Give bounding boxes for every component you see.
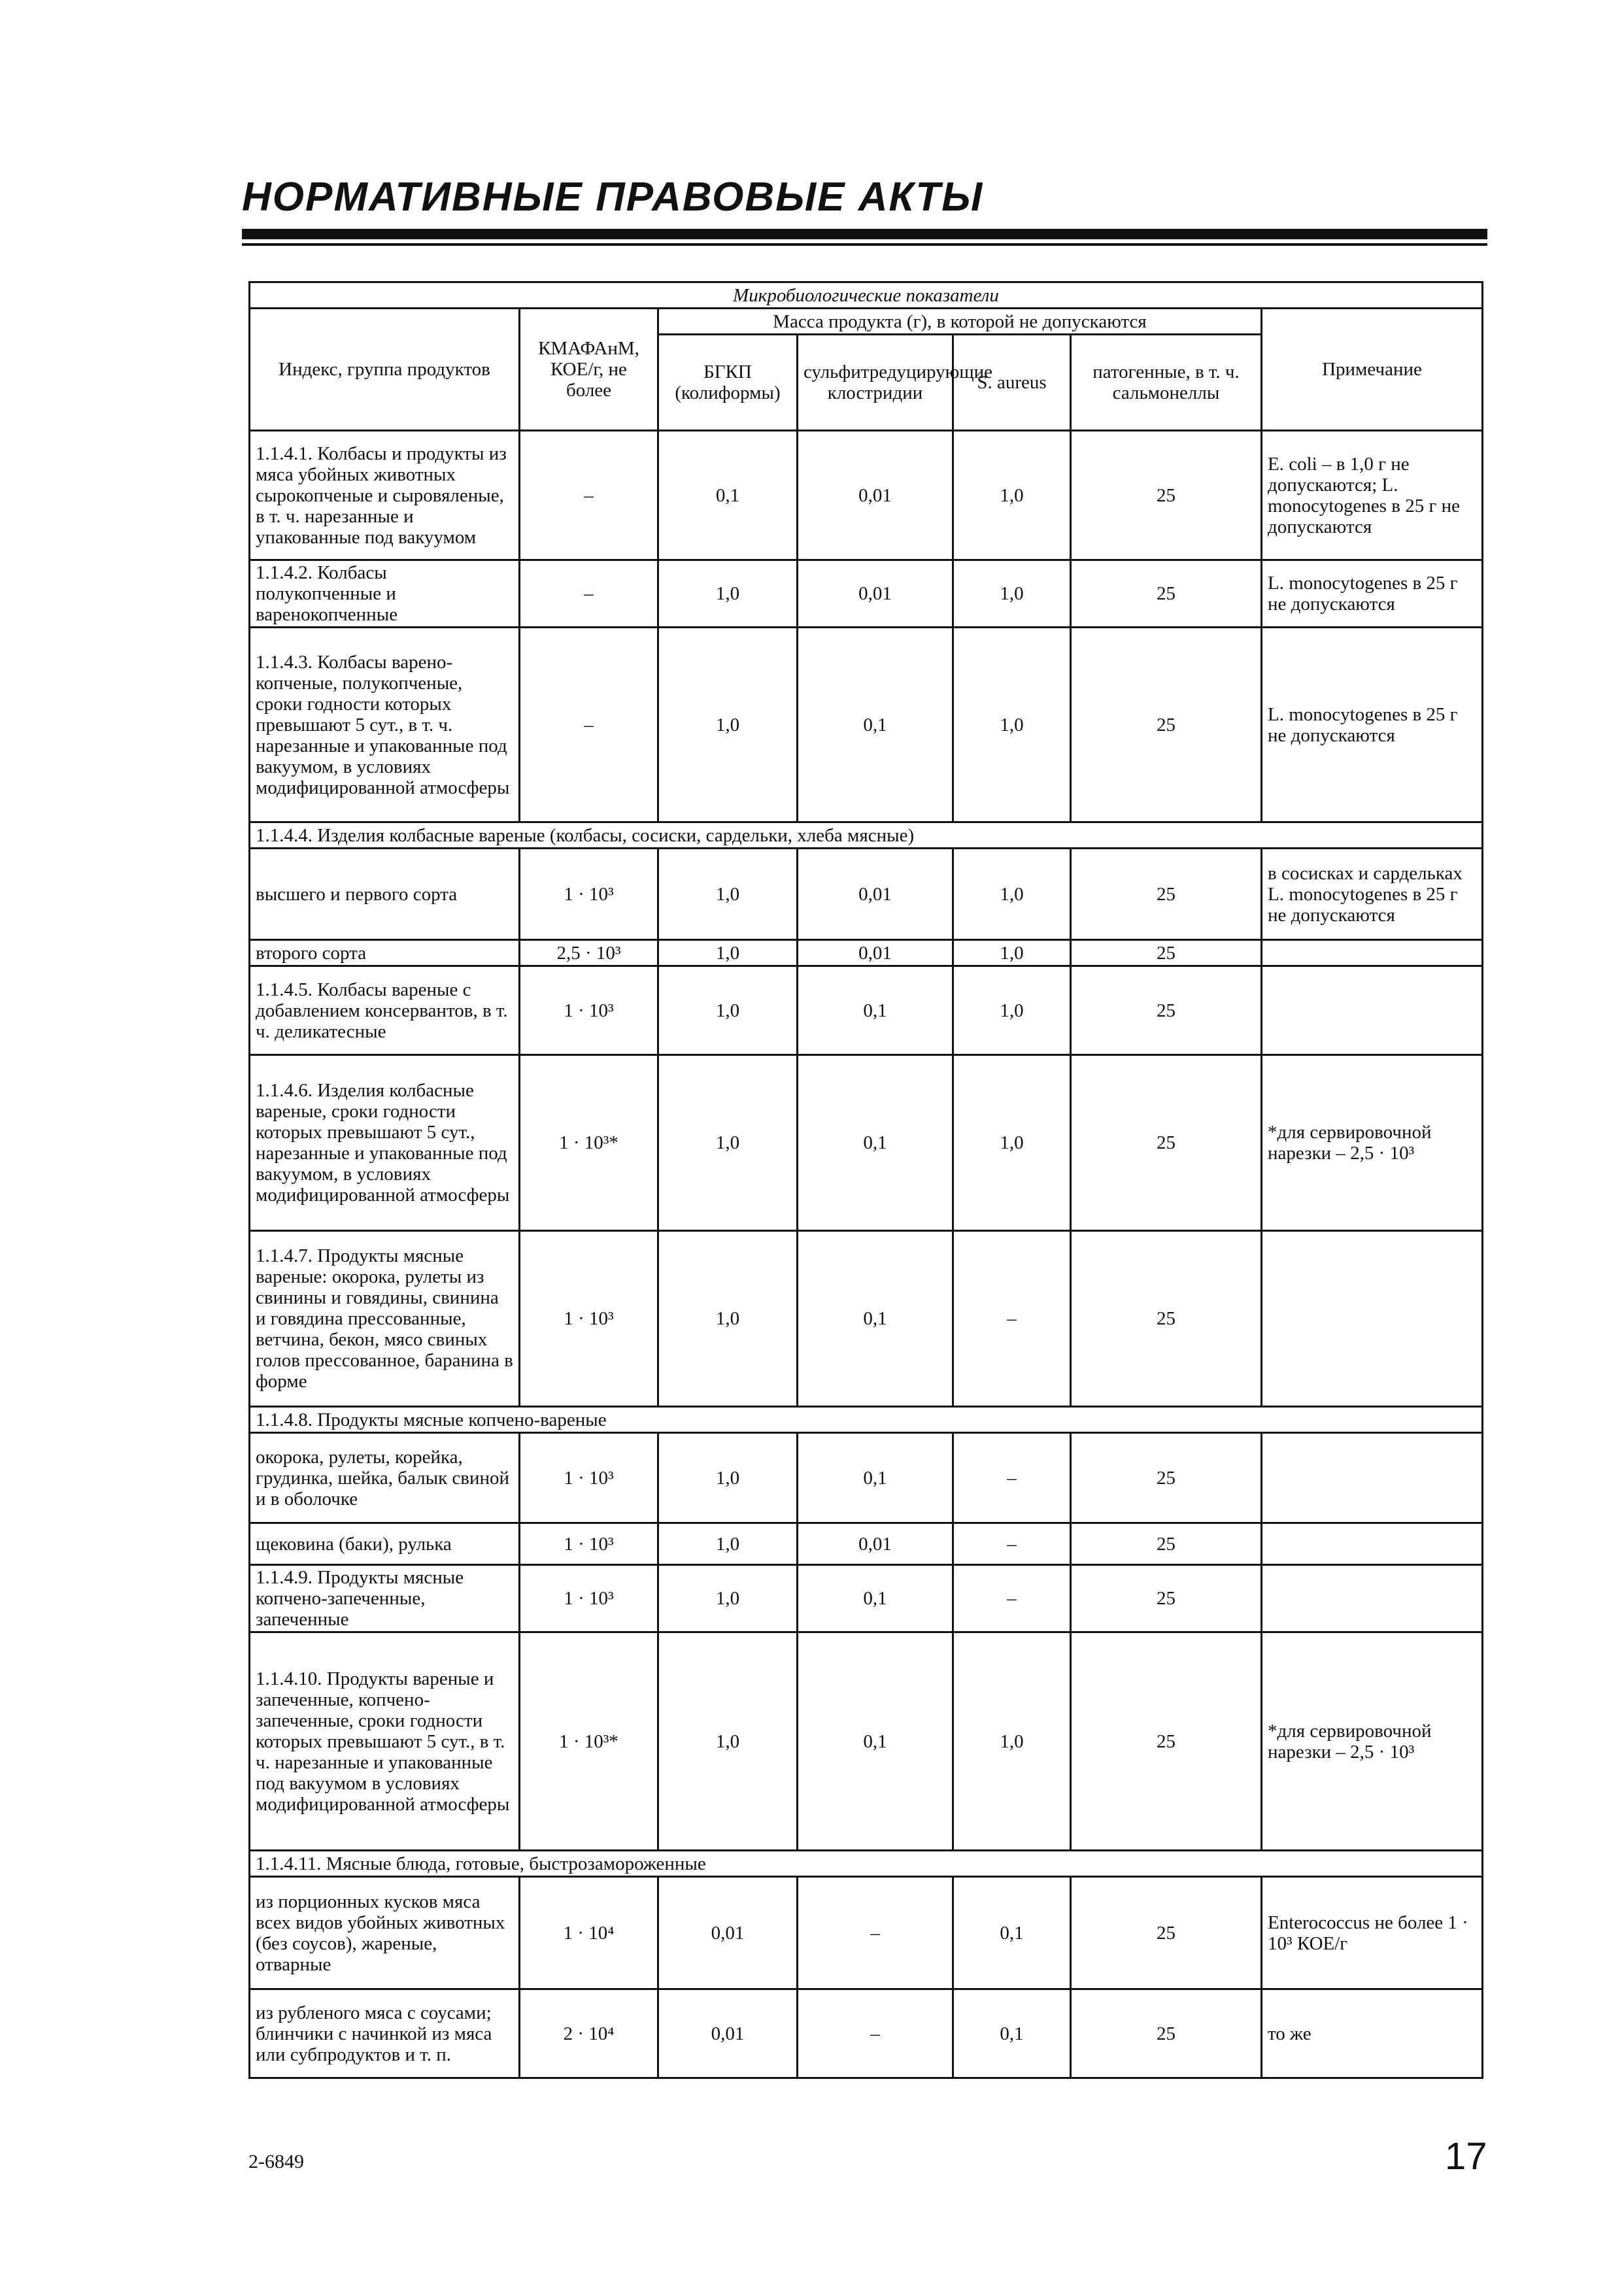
saureus-cell: 1,0: [953, 560, 1071, 628]
sulfite-cell: 0,01: [798, 1523, 953, 1565]
note-cell: [1262, 1565, 1483, 1632]
pathogens-cell: 25: [1071, 628, 1262, 822]
product-group-cell: высшего и первого сорта: [250, 849, 520, 940]
table-row: [250, 849, 1483, 940]
note-cell: [1262, 966, 1483, 1055]
table-caption: Микробиологические показатели: [250, 282, 1483, 309]
kmafanm-cell: 1 · 10³: [520, 966, 658, 1055]
kmafanm-cell: 2 · 10⁴: [520, 1989, 658, 2078]
saureus-cell: 1,0: [953, 1055, 1071, 1231]
pathogens-cell: 25: [1071, 1523, 1262, 1565]
saureus-cell: 1,0: [953, 431, 1071, 560]
kmafanm-cell: 1 · 10³*: [520, 1632, 658, 1851]
sulfite-cell: 0,1: [798, 1055, 953, 1231]
header-rule-thin: [242, 243, 1487, 246]
pathogens-cell: 25: [1071, 1632, 1262, 1851]
note-cell: *для сервировочной нарезки – 2,5 · 10³: [1262, 1055, 1483, 1231]
pathogens-cell: 25: [1071, 966, 1262, 1055]
table-row: [250, 966, 1483, 1055]
note-cell: [1262, 1433, 1483, 1523]
sulfite-cell: 0,1: [798, 1433, 953, 1523]
section-row: [250, 822, 1483, 849]
sulfite-cell: 0,01: [798, 560, 953, 628]
note-cell: то же: [1262, 1989, 1483, 2078]
page-number: 17: [1445, 2135, 1487, 2178]
note-cell: [1262, 940, 1483, 966]
bgkp-cell: 1,0: [658, 1231, 798, 1407]
kmafanm-cell: 1 · 10³: [520, 1231, 658, 1407]
sulfite-cell: 0,1: [798, 628, 953, 822]
sulfite-cell: –: [798, 1989, 953, 2078]
pathogens-cell: 25: [1071, 1231, 1262, 1407]
note-cell: [1262, 1523, 1483, 1565]
section-title: 1.1.4.11. Мясные блюда, готовые, быстрозамороженные: [250, 1851, 1483, 1877]
saureus-cell: 1,0: [953, 940, 1071, 966]
sulfite-cell: 0,1: [798, 1632, 953, 1851]
note-cell: L. monocytogenes в 25 г не допускаются: [1262, 628, 1483, 822]
table-row: [250, 1565, 1483, 1632]
table-row: [250, 1523, 1483, 1565]
sulfite-cell: 0,01: [798, 849, 953, 940]
kmafanm-cell: 1 · 10³: [520, 1433, 658, 1523]
kmafanm-cell: 1 · 10³: [520, 1565, 658, 1632]
bgkp-cell: 1,0: [658, 1523, 798, 1565]
bgkp-cell: 1,0: [658, 940, 798, 966]
product-group-cell: 1.1.4.7. Продукты мясные вареные: окорока, рулеты из свинины и говядины, свинина и говядина прессованные, ветчина, бекон, мясо свиных голов прессованное, баранина в форме: [250, 1231, 520, 1407]
sulfite-cell: 0,01: [798, 431, 953, 560]
col-header-kmafanm: КМАФАнМ, КОЕ/г, не более: [520, 309, 658, 431]
pathogens-cell: 25: [1071, 940, 1262, 966]
col-header-pathogens: патогенные, в т. ч. сальмонеллы: [1071, 335, 1262, 431]
product-group-cell: из порционных кусков мяса всех видов убойных животных (без соусов), жареные, отварные: [250, 1877, 520, 1989]
col-header-index: Индекс, группа продуктов: [250, 309, 520, 431]
note-cell: Enterococcus не более 1 · 10³ КОЕ/г: [1262, 1877, 1483, 1989]
note-cell: L. monocytogenes в 25 г не допускаются: [1262, 560, 1483, 628]
kmafanm-cell: –: [520, 431, 658, 560]
bgkp-cell: 1,0: [658, 1433, 798, 1523]
table-row: [250, 940, 1483, 966]
product-group-cell: 1.1.4.6. Изделия колбасные вареные, сроки годности которых превышают 5 сут., нарезанные и упакованные под вакуумом, в условиях модифицированной атмосферы: [250, 1055, 520, 1231]
col-header-saureus: S. aureus: [953, 335, 1071, 431]
product-group-cell: окорока, рулеты, корейка, грудинка, шейка, балык свиной и в оболочке: [250, 1433, 520, 1523]
kmafanm-cell: 1 · 10³: [520, 849, 658, 940]
note-cell: *для сервировочной нарезки – 2,5 · 10³: [1262, 1632, 1483, 1851]
table-row: [250, 1989, 1483, 2078]
sulfite-cell: –: [798, 1877, 953, 1989]
table-row: [250, 1433, 1483, 1523]
kmafanm-cell: 1 · 10³: [520, 1523, 658, 1565]
product-group-cell: из рубленого мяса с соусами; блинчики с начинкой из мяса или субпродуктов и т. п.: [250, 1989, 520, 2078]
table-row: [250, 1632, 1483, 1851]
saureus-cell: –: [953, 1231, 1071, 1407]
saureus-cell: 1,0: [953, 1632, 1071, 1851]
footer-code: 2-6849: [248, 2151, 304, 2172]
bgkp-cell: 0,01: [658, 1877, 798, 1989]
kmafanm-cell: 2,5 · 10³: [520, 940, 658, 966]
table-row: [250, 560, 1483, 628]
header-rule-thick: [242, 229, 1487, 239]
note-cell: E. coli – в 1,0 г не допускаются; L. monocytogenes в 25 г не допускаются: [1262, 431, 1483, 560]
product-group-cell: 1.1.4.2. Колбасы полукопченные и варенокопченные: [250, 560, 520, 628]
table-row: [250, 628, 1483, 822]
kmafanm-cell: 1 · 10³*: [520, 1055, 658, 1231]
note-cell: в сосисках и сардельках L. monocytogenes в 25 г не допускаются: [1262, 849, 1483, 940]
pathogens-cell: 25: [1071, 1055, 1262, 1231]
pathogens-cell: 25: [1071, 1877, 1262, 1989]
saureus-cell: 0,1: [953, 1877, 1071, 1989]
product-group-cell: 1.1.4.9. Продукты мясные копчено-запеченные, запеченные: [250, 1565, 520, 1632]
sulfite-cell: 0,01: [798, 940, 953, 966]
section-title: 1.1.4.8. Продукты мясные копчено-вареные: [250, 1407, 1483, 1433]
table-row: [250, 1877, 1483, 1989]
col-header-sulfite: сульфитредуцирующие клостридии: [798, 335, 953, 431]
saureus-cell: –: [953, 1523, 1071, 1565]
product-group-cell: второго сорта: [250, 940, 520, 966]
bgkp-cell: 1,0: [658, 1055, 798, 1231]
saureus-cell: 1,0: [953, 966, 1071, 1055]
product-group-cell: 1.1.4.10. Продукты вареные и запеченные, копчено-запеченные, сроки годности которых превышают 5 сут., в т. ч. нарезанные и упакованные под вакуумом в условиях модифицированной атмосферы: [250, 1632, 520, 1851]
mass-header: Масса продукта (г), в которой не допускаются: [658, 309, 1262, 335]
bgkp-cell: 1,0: [658, 849, 798, 940]
section-row: [250, 1851, 1483, 1877]
section-title: 1.1.4.4. Изделия колбасные вареные (колбасы, сосиски, сардельки, хлеба мясные): [250, 822, 1483, 849]
sulfite-cell: 0,1: [798, 1565, 953, 1632]
note-cell: [1262, 1231, 1483, 1407]
table-row: [250, 1055, 1483, 1231]
pathogens-cell: 25: [1071, 1565, 1262, 1632]
sulfite-cell: 0,1: [798, 966, 953, 1055]
table-body: [250, 431, 1483, 2078]
bgkp-cell: 1,0: [658, 966, 798, 1055]
saureus-cell: 0,1: [953, 1989, 1071, 2078]
pathogens-cell: 25: [1071, 431, 1262, 560]
table-row: [250, 431, 1483, 560]
microbiology-table: [248, 281, 1483, 2079]
bgkp-cell: 0,01: [658, 1989, 798, 2078]
pathogens-cell: 25: [1071, 849, 1262, 940]
col-header-bgkp: БГКП (колиформы): [658, 335, 798, 431]
kmafanm-cell: 1 · 10⁴: [520, 1877, 658, 1989]
product-group-cell: 1.1.4.1. Колбасы и продукты из мяса убойных животных сырокопченые и сыровяленые, в т. ч. нарезанные и упакованные под вакуумом: [250, 431, 520, 560]
page-header-title: НОРМАТИВНЫЕ ПРАВОВЫЕ АКТЫ: [242, 175, 984, 220]
pathogens-cell: 25: [1071, 1433, 1262, 1523]
kmafanm-cell: –: [520, 560, 658, 628]
product-group-cell: 1.1.4.5. Колбасы вареные с добавлением консервантов, в т. ч. деликатесные: [250, 966, 520, 1055]
bgkp-cell: 1,0: [658, 560, 798, 628]
saureus-cell: 1,0: [953, 849, 1071, 940]
kmafanm-cell: –: [520, 628, 658, 822]
bgkp-cell: 0,1: [658, 431, 798, 560]
saureus-cell: –: [953, 1565, 1071, 1632]
pathogens-cell: 25: [1071, 1989, 1262, 2078]
pathogens-cell: 25: [1071, 560, 1262, 628]
sulfite-cell: 0,1: [798, 1231, 953, 1407]
table-row: [250, 1231, 1483, 1407]
bgkp-cell: 1,0: [658, 628, 798, 822]
product-group-cell: щековина (баки), рулька: [250, 1523, 520, 1565]
saureus-cell: 1,0: [953, 628, 1071, 822]
saureus-cell: –: [953, 1433, 1071, 1523]
bgkp-cell: 1,0: [658, 1565, 798, 1632]
bgkp-cell: 1,0: [658, 1632, 798, 1851]
col-header-note: Примечание: [1262, 309, 1483, 431]
product-group-cell: 1.1.4.3. Колбасы варено-копченые, полукопченые, сроки годности которых превышают 5 сут., в т. ч. нарезанные и упакованные под вакуумом, в условиях модифицированной атмосферы: [250, 628, 520, 822]
section-row: [250, 1407, 1483, 1433]
